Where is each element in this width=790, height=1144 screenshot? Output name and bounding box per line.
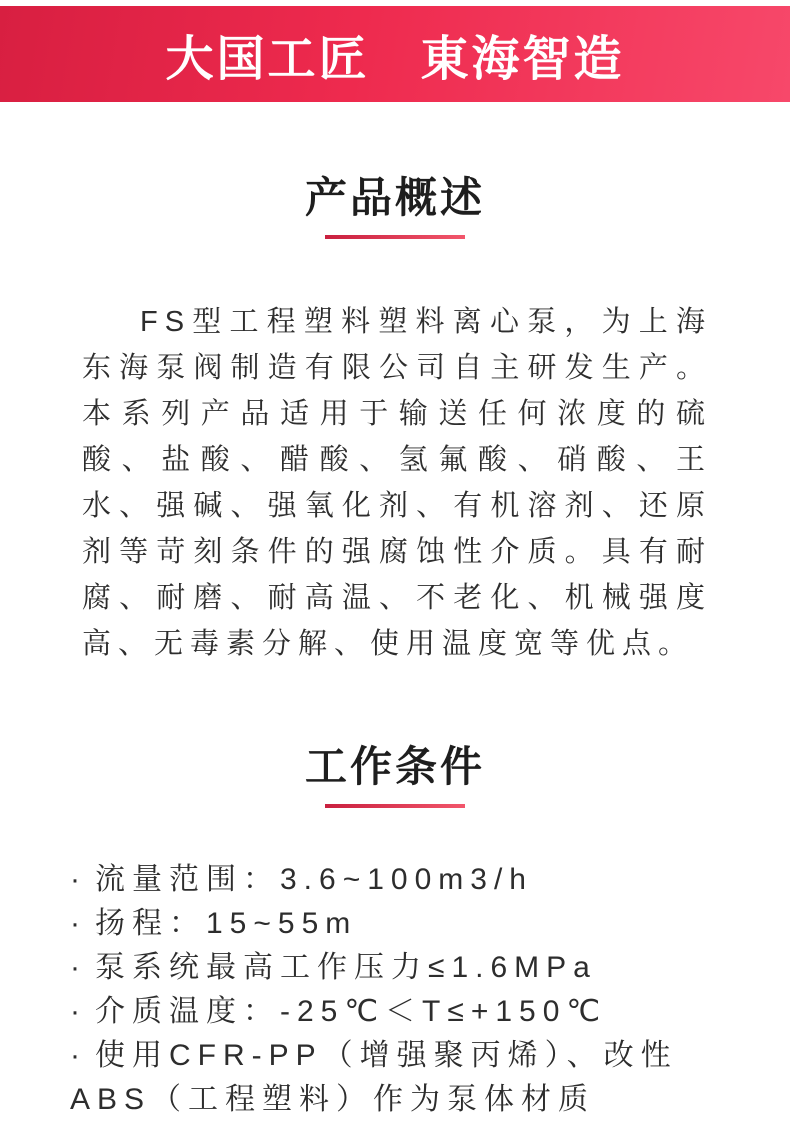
overview-section-title: 产品概述 — [304, 174, 485, 221]
conditions-section-title: 工作条件 — [304, 743, 485, 790]
list-item-text: 泵系统最高工作压力≤1.6MPa — [95, 951, 597, 984]
list-item-text: 使用CFR-PP（增强聚丙烯）、改性ABS（工程塑料）作为泵体材质 — [70, 1039, 678, 1116]
bullet-dot-icon: · — [70, 951, 87, 984]
list-item-text: 流量范围：3.6~100m3/h — [95, 863, 533, 896]
bullet-dot-icon: · — [70, 863, 87, 896]
banner-title: 大国工匠 東海智造 — [165, 32, 625, 86]
list-item-text: 扬程：15~55m — [95, 907, 358, 940]
brand-banner — [0, 6, 790, 102]
list-item-head — [70, 902, 726, 946]
list-item-pump-material — [70, 1034, 726, 1122]
section-working-conditions — [0, 667, 790, 1122]
list-item-max-pressure — [70, 946, 726, 990]
bullet-dot-icon: · — [70, 1039, 87, 1072]
conditions-list — [70, 858, 726, 1122]
bullet-dot-icon: · — [70, 995, 87, 1028]
overview-title-underline — [325, 235, 465, 239]
list-item-text: 介质温度：-25℃＜T≤+150℃ — [95, 995, 608, 1028]
section-overview — [0, 102, 790, 667]
bullet-dot-icon: · — [70, 907, 87, 940]
conditions-title-underline — [325, 804, 465, 808]
overview-paragraph: FS型工程塑料塑料离心泵，为上海东海泵阀制造有限公司自主研发生产。本系列产品适用于输送任何浓度的硫酸、盐酸、醋酸、氢氟酸、硝酸、王水、强碱、强氧化剂、有机溶剂、还原剂等苛刻条件的强腐蚀性介质。具有耐腐、耐磨、耐高温、不老化、机械强度高、无毒素分解、使用温度宽等优点。 — [82, 306, 712, 660]
list-item-medium-temperature — [70, 990, 726, 1034]
list-item-flow-range — [70, 858, 726, 902]
